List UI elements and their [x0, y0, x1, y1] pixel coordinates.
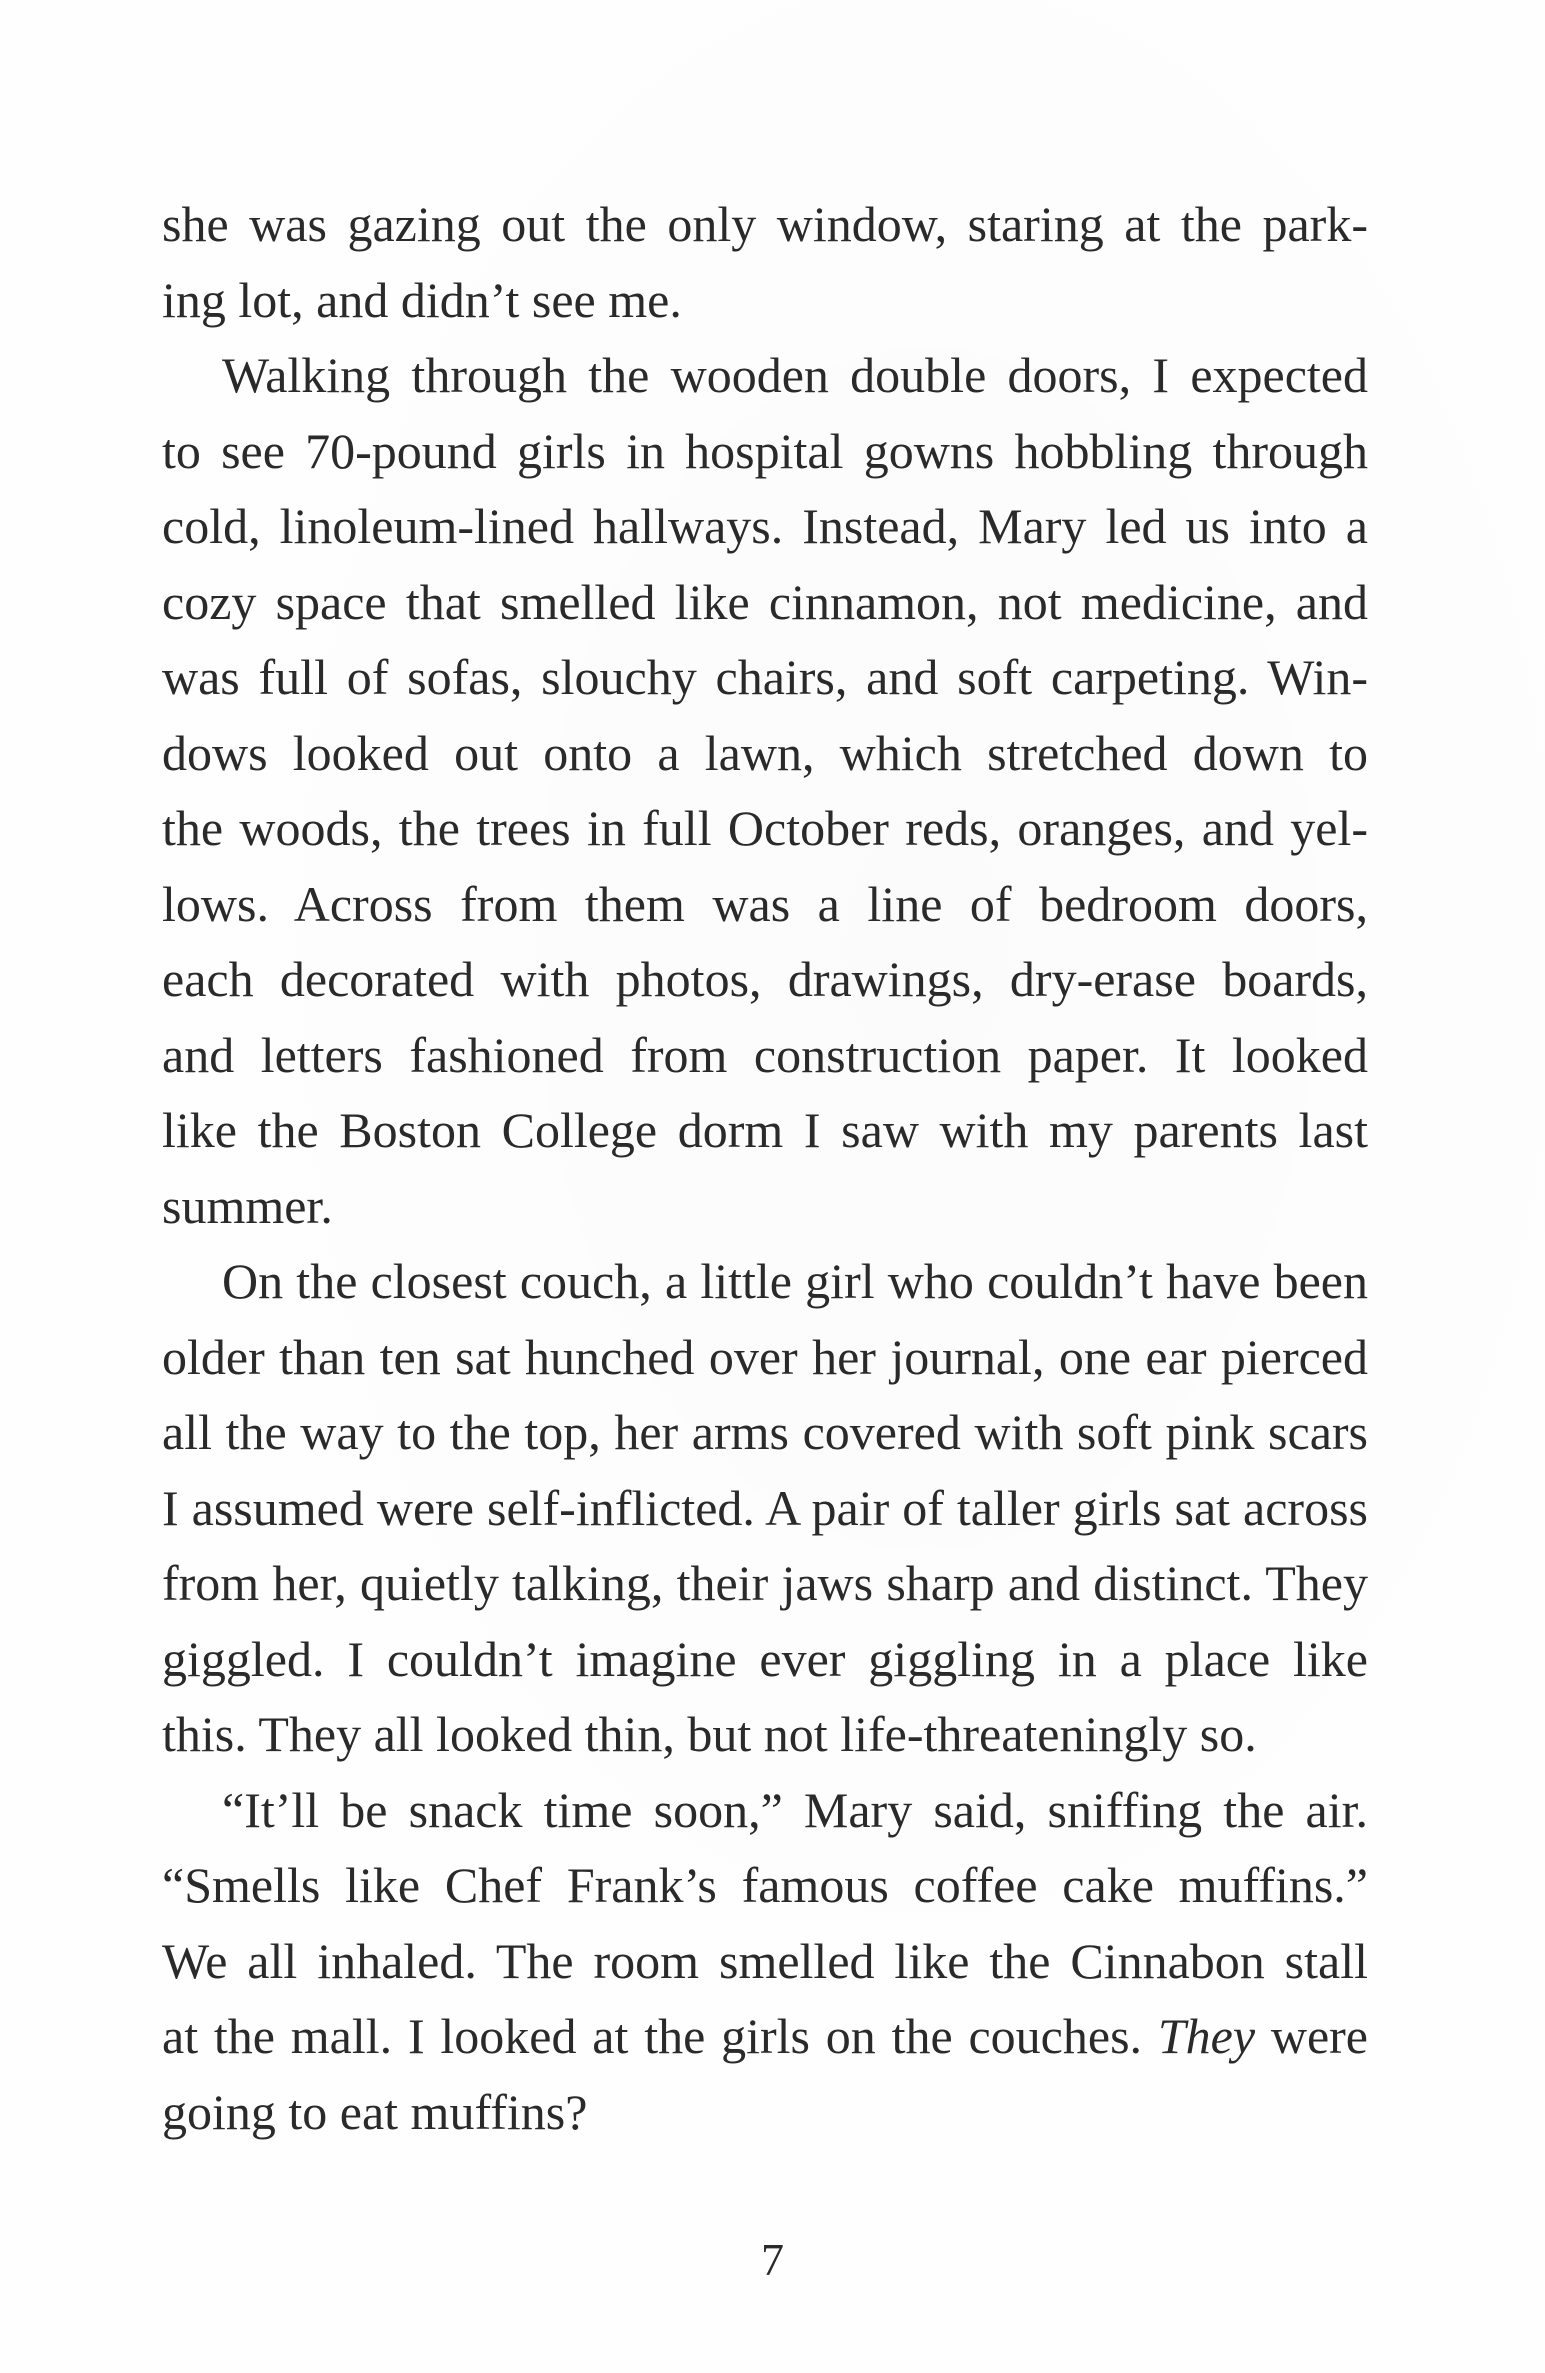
page-number: 7 [761, 2234, 784, 2285]
text-line: the woods, the trees in full October reds, oranges, and yel- [162, 800, 1368, 856]
paragraph-couch [162, 1244, 1368, 1773]
text-fragment: were [1255, 2008, 1368, 2064]
text-line: to see 70-pound girls in hospital gowns hobbling through [162, 422, 1368, 479]
text-line: older than ten sat hunched over her journal, one ear pierced [162, 1328, 1368, 1385]
body-text [162, 187, 1368, 2150]
text-line: like the Boston College dorm I saw with my parents last [162, 1102, 1368, 1158]
text-line: On the closest couch, a little girl who couldn’t have been [222, 1253, 1368, 1309]
text-line: going to eat muffins? [162, 2083, 588, 2140]
text-line: We all inhaled. The room smelled like the Cinnabon stall [162, 1932, 1368, 1989]
text-line: this. They all looked thin, but not life-threateningly so. [162, 1706, 1257, 1762]
text-line: Walking through the wooden double doors, I expected [222, 347, 1368, 403]
text-line [162, 1999, 1368, 2075]
text-line: cold, linoleum-lined hallways. Instead, Mary led us into a [162, 498, 1368, 554]
text-line: cozy space that smelled like cinnamon, not medicine, and [162, 573, 1368, 630]
text-line: “It’ll be snack time soon,” Mary said, sniffing the air. [222, 1781, 1368, 1838]
text-line: and letters fashioned from construction paper. It looked [162, 1026, 1368, 1083]
text-line: she was gazing out the only window, staring at the park- [162, 196, 1368, 252]
paragraph-continued [162, 187, 1368, 338]
text-line: “Smells like Chef Frank’s famous coffee cake muffins.” [162, 1857, 1368, 1913]
text-line: ing lot, and didn’t see me. [162, 271, 682, 328]
text-line: dows looked out onto a lawn, which stretched down to [162, 724, 1368, 781]
text-line: each decorated with photos, drawings, dry-erase boards, [162, 951, 1368, 1007]
text-line: all the way to the top, her arms covered with soft pink scars [162, 1404, 1368, 1460]
text-line: was full of sofas, slouchy chairs, and soft carpeting. Win- [162, 649, 1368, 705]
italic-emphasis: They [1157, 2008, 1256, 2064]
text-fragment: at the mall. I looked at the girls on the couches. [162, 2008, 1158, 2064]
text-line: summer. [162, 1177, 333, 1234]
text-line: I assumed were self-inflicted. A pair of taller girls sat across [162, 1479, 1368, 1536]
text-line: lows. Across from them was a line of bedroom doors, [162, 875, 1368, 932]
text-line: from her, quietly talking, their jaws sharp and distinct. They [162, 1555, 1368, 1611]
paragraph-snack [162, 1773, 1368, 2151]
paragraph-walking [162, 338, 1368, 1244]
text-line: giggled. I couldn’t imagine ever giggling in a place like [162, 1630, 1368, 1687]
